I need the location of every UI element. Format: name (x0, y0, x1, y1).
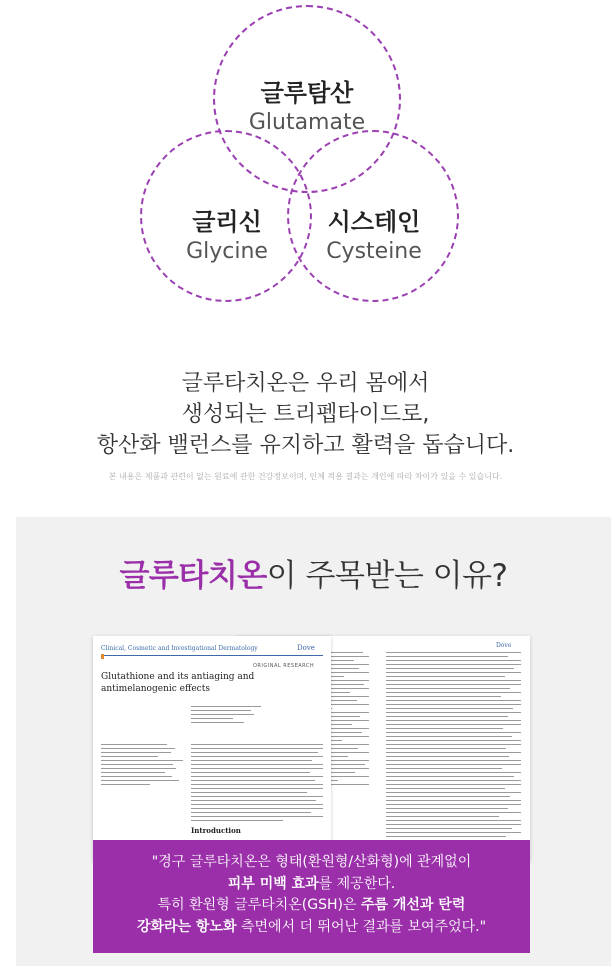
quote-line-2 (93, 874, 530, 896)
citation-lines (191, 706, 261, 726)
description-line-1: 글루타치온은 우리 몸에서 (181, 371, 430, 396)
research-quote-box (93, 840, 530, 953)
introduction-heading: Introduction (191, 826, 241, 835)
glutathione-description (0, 368, 611, 461)
quote-whitening-effect: 피부 미백 효과 (227, 875, 319, 892)
title-highlight: 글루타치온 (119, 558, 267, 594)
glycine-english: Glycine (186, 239, 268, 264)
cysteine-korean: 시스테인 (327, 208, 421, 236)
abstract-lines (191, 744, 323, 824)
glutamate-label (207, 78, 407, 138)
cysteine-english: Cysteine (326, 239, 422, 264)
quote-line-2-rest: 를 제공한다. (318, 875, 396, 892)
disclaimer-notice: 본 내용은 제품과 관련이 없는 원료에 관한 건강정보이며, 인체 적용 결과는 개인에 따라 차이가 있을 수 있습니다. (108, 472, 503, 481)
paper-back-publisher: Dove (496, 642, 512, 649)
quote-antiaging: 강화라는 항노화 (136, 918, 237, 935)
article-type: ORIGINAL RESEARCH (253, 663, 315, 669)
glycine-korean: 글리신 (192, 208, 262, 236)
journal-name: Clinical, Cosmetic and Investigational Dermatology (101, 645, 258, 652)
back-table-lines (386, 652, 521, 856)
journal-rule (101, 655, 323, 656)
quote-line-3 (93, 895, 530, 917)
description-line-2: 생성되는 트리펩타이드로, (181, 402, 430, 427)
author-lines (101, 744, 183, 788)
cysteine-label (274, 207, 474, 267)
glutamate-english: Glutamate (248, 110, 366, 135)
quote-line-4 (93, 917, 530, 939)
description-line-3: 항산화 밸런스를 유지하고 활력을 돕습니다. (96, 433, 515, 458)
quote-line-3-start: 특히 환원형 글루타치온(GSH)은 (157, 897, 361, 913)
publisher-logo: Dove (297, 644, 315, 652)
title-rest: 이 주목받는 이유? (266, 558, 508, 594)
quote-wrinkle-elasticity: 주름 개선과 탄력 (360, 897, 466, 913)
paper-front-page (93, 636, 331, 861)
quote-line-4-rest: 측면에서 더 뛰어난 결과를 보여주었다." (236, 918, 487, 935)
paper-title: Glutathione and its antiaging and antimelanogenic effects (101, 672, 255, 694)
open-access-mark (101, 654, 104, 659)
glutamate-korean: 글루탐산 (260, 79, 354, 107)
quote-line-1: "경구 글루타치온은 형태(환원형/산화형)에 관계없이 (151, 854, 472, 870)
why-glutathione-section (16, 517, 611, 966)
section-title (16, 550, 611, 595)
research-paper-image (93, 636, 530, 953)
